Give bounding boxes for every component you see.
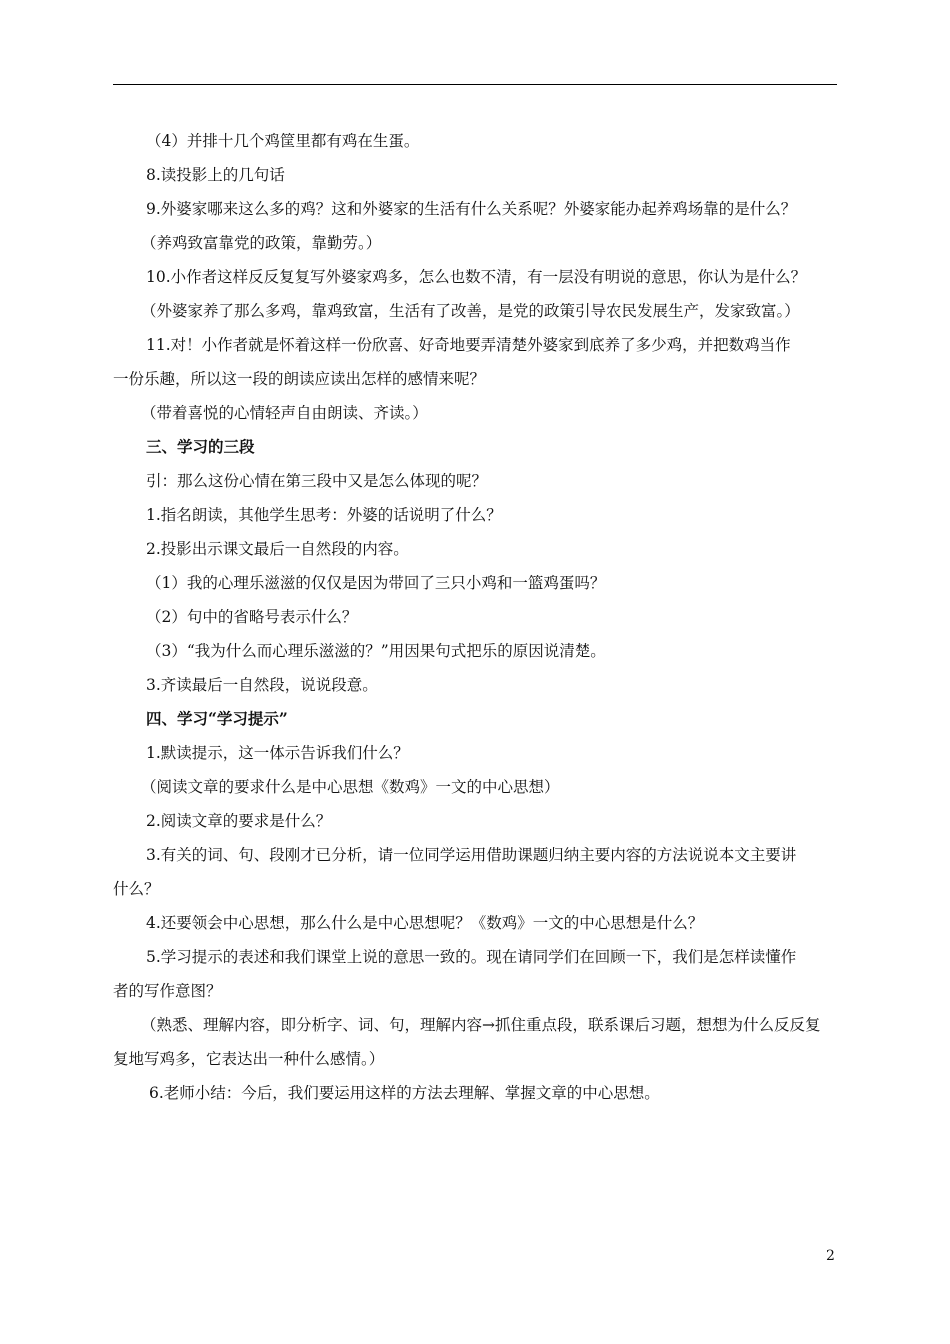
text-line: 2.阅读文章的要求是什么？ <box>146 812 332 830</box>
text-line: 9.外婆家哪来这么多的鸡？这和外婆家的生活有什么关系呢？外婆家能办起养鸡场靠的是什么？ <box>146 200 797 218</box>
text-line: 8.读投影上的几句话 <box>146 166 285 184</box>
text-line: 3.有关的词、句、段刚才已分析，请一位同学运用借助课题归纳主要内容的方法说说本文主要讲 <box>146 846 797 864</box>
text-line: 者的写作意图？ <box>113 982 222 1000</box>
header-rule <box>113 84 837 85</box>
text-line: （带着喜悦的心情轻声自由朗读、齐读。） <box>141 404 428 422</box>
text-line: （4）并排十几个鸡筐里都有鸡在生蛋。 <box>146 132 420 150</box>
text-line: （熟悉、理解内容，即分析字、词、句，理解内容→抓住重点段，联系课后习题，想想为什么反反复 <box>141 1016 821 1034</box>
text-line: 引：那么这份心情在第三段中又是怎么体现的呢？ <box>146 472 488 490</box>
text-line: （养鸡致富靠党的政策，靠勤劳。） <box>141 234 382 252</box>
text-line: （外婆家养了那么多鸡，靠鸡致富，生活有了改善，是党的政策引导农民发展生产，发家致富。） <box>141 302 800 320</box>
text-line: 复地写鸡多，它表达出一种什么感情。） <box>113 1050 385 1068</box>
section-heading: 三、学习的三段 <box>146 437 255 456</box>
text-line: 6.老师小结：今后，我们要运用这样的方法去理解、掌握文章的中心思想。 <box>149 1084 660 1102</box>
text-line: 1.指名朗读，其他学生思考：外婆的话说明了什么？ <box>146 506 502 524</box>
text-line: 10.小作者这样反反复复写外婆家鸡多，怎么也数不清，有一层没有明说的意思，你认为是什么？ <box>146 268 807 286</box>
text-line: （3）“我为什么而心理乐滋滋的？”用因果句式把乐的原因说清楚。 <box>146 642 606 660</box>
document-body <box>113 124 843 1110</box>
text-line: 11.对！小作者就是怀着这样一份欣喜、好奇地要弄清楚外婆家到底养了多少鸡，并把数鸡当作 <box>146 336 791 354</box>
text-line: 2.投影出示课文最后一自然段的内容。 <box>146 540 409 558</box>
text-line: （1）我的心理乐滋滋的仅仅是因为带回了三只小鸡和一篮鸡蛋吗？ <box>146 574 606 592</box>
text-line: 5.学习提示的表述和我们课堂上说的意思一致的。现在请同学们在回顾一下，我们是怎样读懂作 <box>146 948 797 966</box>
text-line: 什么？ <box>113 880 160 898</box>
text-line: 1.默读提示，这一体示告诉我们什么？ <box>146 744 409 762</box>
text-line: 4.还要领会中心思想，那么什么是中心思想呢？《数鸡》一文的中心思想是什么？ <box>146 914 704 932</box>
text-line: （阅读文章的要求什么是中心思想《数鸡》一文的中心思想） <box>141 778 560 796</box>
text-line: 3.齐读最后一自然段，说说段意。 <box>146 676 378 694</box>
text-line: （2）句中的省略号表示什么？ <box>146 608 358 626</box>
section-heading: 四、学习“学习提示” <box>146 709 288 728</box>
text-line: 一份乐趣，所以这一段的朗读应读出怎样的感情来呢？ <box>113 370 486 388</box>
page-number: 2 <box>826 1248 835 1264</box>
